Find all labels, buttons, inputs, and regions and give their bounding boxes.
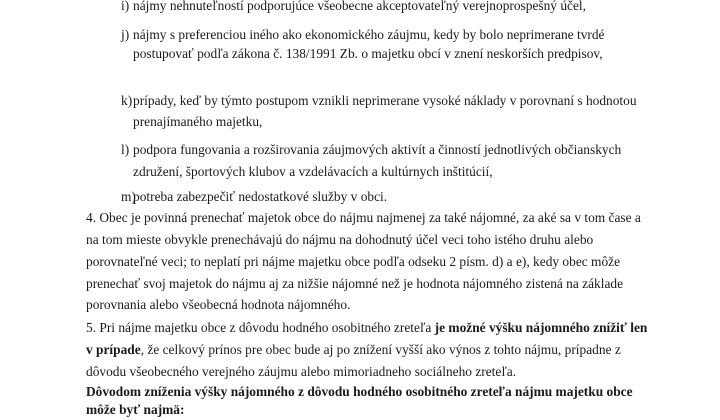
paragraph-5-line2-text: , že celkový prínos pre obec bude aj po znížení vyšší ako výnos z tohto nájmu, prípadne z [140, 342, 621, 357]
paragraph-4-line4: prenechať svoj majetok do nájmu aj za nižšie nájomné než je hodnota nájomného zistená na základe [86, 276, 624, 291]
paragraph-5-line1-bold: je možné výšku nájomného znížiť len [434, 320, 648, 335]
paragraph-4-line1: 4. Obec je povinná prenechať majetok obce do nájmu najmenej za také nájomné, za aké sa v tom čase a [86, 210, 641, 225]
item-k-line1: prípady, keď by týmto postupom vznikli neprimerane vysoké náklady v porovnaní s hodnotou [133, 93, 637, 108]
reduction-heading-line2: môže byť najmä: [86, 402, 185, 417]
item-j-line1: nájmy s preferenciou iného ako ekonomického záujmu, kedy by bolo neprimerane tvrdé [133, 27, 605, 42]
item-i-line1: nájmy nehnuteľností podporujúce všeobecne akceptovateľný verejnoprospešný účel, [133, 0, 586, 13]
paragraph-4-line3: porovnateľné veci; to neplatí pri nájme majetku obce podľa odseku 2 písm. d) a e), kedy obec môže [86, 254, 621, 269]
paragraph-5-line2 [86, 342, 621, 358]
paragraph-5-line1 [86, 320, 647, 336]
reduction-heading-line1: Dôvodom zníženia výšky nájomného z dôvodu hodného osobitného zreteľa nájmu majetku obce [86, 384, 633, 399]
item-j-line2: postupovať podľa zákona č. 138/1991 Zb. o majetku obcí v znení neskorších predpisov, [133, 46, 603, 61]
item-letter-k: k) [121, 93, 133, 108]
item-l-line2: združení, športových klubov a vzdelávacích a kultúrnych inštitúcií, [133, 164, 493, 179]
paragraph-4-line2: na tom mieste obvykle prenechávajú do nájmu na dohodnutý účel veci toho istého druhu alebo [86, 232, 594, 247]
item-l-line1: podpora fungovania a rozširovania záujmových aktivít a činností jednotlivých občianskych [133, 142, 622, 157]
item-m-line1: potreba zabezpečiť nedostatkové služby v obci. [133, 189, 388, 204]
paragraph-5-line1-text: 5. Pri nájme majetku obce z dôvodu hodného osobitného zreteľa [86, 320, 435, 335]
item-letter-i: i) [121, 0, 130, 13]
paragraph-5-line2-bold: v prípade [86, 342, 141, 357]
item-letter-j: j) [121, 27, 130, 42]
item-letter-l: l) [121, 142, 130, 157]
item-k-line2: prenajímaného majetku, [133, 114, 263, 129]
paragraph-5-line3: dôvodu všeobecného verejného záujmu alebo mimoriadneho sociálneho zreteľa. [86, 364, 517, 379]
item-letter-m: m) [121, 189, 136, 204]
paragraph-4-line5: porovnania alebo všeobecná hodnota nájomného. [86, 297, 351, 312]
